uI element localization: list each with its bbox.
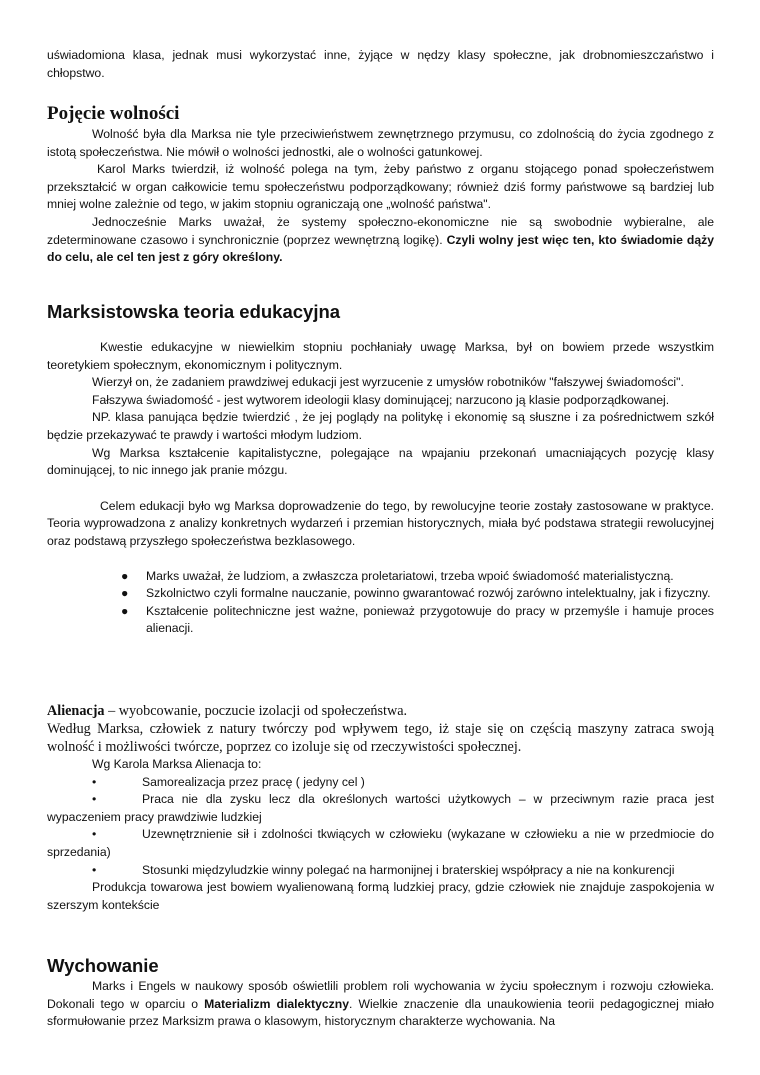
freedom-paragraph-1: Wolność była dla Marksa nie tyle przeciwieństwem zewnętrznego przymusu, co zdolnością do życia zgodnego z istotą społeczeństwa. Nie mówił o wolności jednostki, ale o wolności gatunkowej. xyxy=(47,127,714,159)
alienation-closing: Produkcja towarowa jest bowiem wyalienowaną formą ludzkiej pracy, gdzie człowiek nie znajduje zaspokojenia w szerszym kontekście xyxy=(47,880,714,912)
section-heading-education: Marksistowska teoria edukacyjna xyxy=(47,301,341,322)
section-education xyxy=(47,300,714,638)
section-alienation xyxy=(47,702,714,914)
list-item: ● Szkolnictwo czyli formalne nauczanie, powinno gwarantować rozwój zarówno intelektualny, jak i fizyczny. xyxy=(146,585,714,603)
education-bullet-list xyxy=(47,568,714,638)
dialectical-materialism-term: Materializm dialektyczny xyxy=(204,996,349,1011)
alienation-definition: Alienacja – wyobcowanie, poczucie izolacji od społeczeństwa. xyxy=(47,703,408,719)
education-paragraph-1: Kwestie edukacyjne w niewielkim stopniu pochłaniały uwagę Marksa, był on bowiem przede wszystkim teoretykiem społecznym, ekonomicznym i politycznym. xyxy=(47,340,714,372)
continuation-paragraph: uświadomiona klasa, jednak musi wykorzystać inne, żyjące w nędzy klasy społeczne, jak drobnomieszczaństwo i chłopstwo. xyxy=(47,48,714,80)
education-paragraph-2: Wierzył on, że zadaniem prawdziwej edukacji jest wyrzucenie z umysłów robotników "fałszywej świadomości". xyxy=(92,375,684,390)
alienation-item-1: • Samorealizacja przez pracę ( jedyny cel ) xyxy=(47,774,714,792)
continuation-block xyxy=(47,47,714,82)
alienation-item-2: • Praca nie dla zysku lecz dla określonych wartości użytkowych – w przeciwnym razie praca jest wypaczeniem pracy prawdziwie ludzkiej xyxy=(47,792,714,824)
bullet-icon: • xyxy=(92,792,97,807)
freedom-paragraph-3 xyxy=(47,214,714,267)
alienation-item-4: • Stosunki międzyludzkie winny polegać na harmonijnej i braterskiej współpracy a nie na konkurencji xyxy=(47,862,714,880)
freedom-paragraph-2: Karol Marks twierdził, iż wolność polega na tym, żeby państwo z organu stojącego ponad społeczeństwem przekształcić w organ całkowicie temu społeczeństwu podporządkowany; również dziś formy państwowe są bardziej lub mniej wolne zależnie od tego, w jakim stopniu ograniczają one „wolność państwa". xyxy=(47,162,714,212)
bullet-icon: ● xyxy=(121,586,129,601)
alienation-item-3: • Uzewnętrznienie sił i zdolności tkwiących w człowieku (wykazane w człowieku a nie w przedmiocie do sprzedania) xyxy=(47,827,714,859)
alienation-intro: Wg Karola Marksa Alienacja to: xyxy=(92,757,262,771)
education-paragraph-5: Wg Marksa kształcenie kapitalistyczne, polegające na wpajaniu przekonań umacniających pozycję klasy dominującej, to nic innego jak pranie mózgu. xyxy=(47,445,714,478)
freedom-paragraph-3-text: Jednocześnie Marks uważał, że systemy społeczno-ekonomiczne nie są swobodnie wybieralne, ale zdeterminowane czasowo i synchronicznie (poprzez wewnętrzną logikę). xyxy=(47,214,714,247)
list-item: ● Kształcenie politechniczne jest ważne, ponieważ przygotowuje do pracy w przemyśle i hamuje proces alienacji. xyxy=(121,603,714,636)
bullet-icon: ● xyxy=(121,603,129,618)
alienation-term: Alienacja xyxy=(47,703,105,719)
list-item: ● Marks uważał, że ludziom, a zwłaszcza proletariatowi, trzeba wpoić świadomość materialistyczną. xyxy=(146,568,714,586)
bullet-icon: • xyxy=(92,774,97,789)
bullet-icon: • xyxy=(92,827,97,842)
section-heading-upbringing: Wychowanie xyxy=(47,955,159,976)
education-paragraph-4: NP. klasa panująca będzie twierdzić , że jej poglądy na politykę i ekonomię są słuszne i za pośrednictwem szkół będzie przekazywać te prawdy i wartości młodym ludziom. xyxy=(47,410,714,442)
alienation-paragraph-1: Według Marksa, człowiek z natury twórczy pod wpływem tego, iż staje się on częścią maszyny zatraca swoją wolność i możliwości twórcze, poprzez co izoluje się od rzeczywistości społecznej. xyxy=(47,721,714,755)
section-heading-freedom: Pojęcie wolności xyxy=(47,103,180,124)
education-paragraph-3: Fałszywa świadomość - jest wytworem ideologii klasy dominującej; narzucono ją klasie podporządkowanej. xyxy=(92,392,670,407)
freedom-conclusion: Czyli wolny jest więc ten, kto świadomie dąży do celu, ale cel ten jest z góry określony. xyxy=(47,232,714,265)
section-freedom xyxy=(47,102,714,267)
education-paragraph-6: Celem edukacji było wg Marksa doprowadzenie do tego, by rewolucyjne teorie zostały zastosowane w praktyce. Teoria wyprowadzona z analizy konkretnych wydarzeń i przemian historycznych, miała być podstawa strategii rewolucyjnej oraz podstawą przyszłego społeczeństwa bezklasowego. xyxy=(47,498,714,548)
upbringing-paragraph-1: Marks i Engels w naukowy sposób oświetlili problem roli wychowania w życiu społecznym i rozwoju człowieka. Dokonali tego w oparciu o Materializm dialektyczny. Wielkie znaczenie dla unaukowienia teorii pedagogicznej miało sformułowanie przez Marksizm prawa o klasowym, historycznym charakterze wychowania. Na xyxy=(47,979,714,1029)
section-upbringing xyxy=(47,954,714,1031)
bullet-icon: ● xyxy=(121,568,129,583)
bullet-icon: • xyxy=(92,862,97,877)
